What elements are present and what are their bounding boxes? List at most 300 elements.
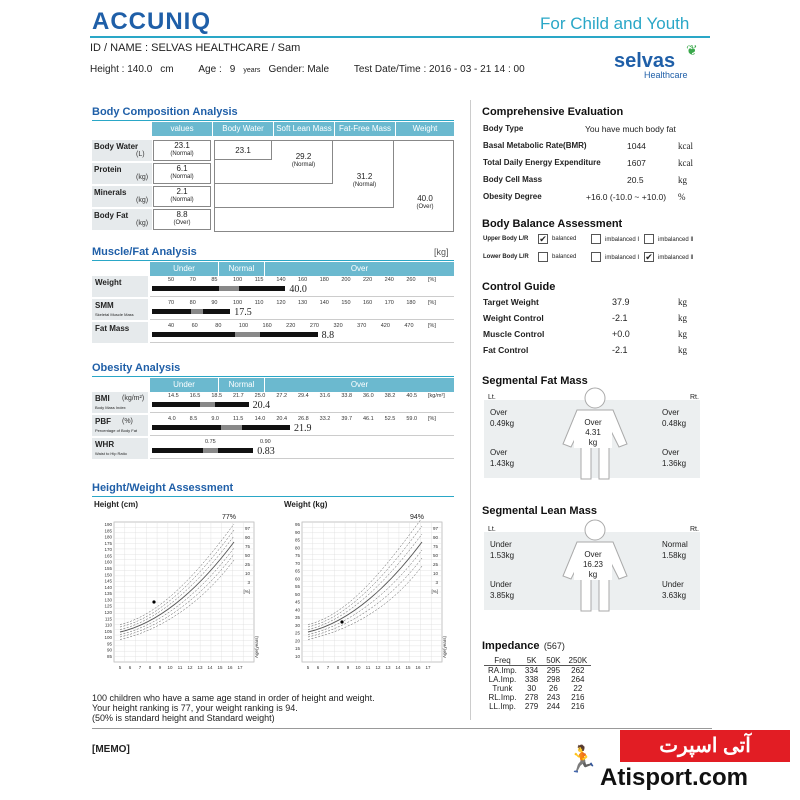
percentile-value: 94%: [409, 514, 424, 521]
seg-fat-lt: Lt.: [488, 394, 496, 401]
scale-tick: 180: [406, 300, 416, 306]
measurement-dot: [340, 620, 343, 623]
hw-note-2: Your height ranking is 77, your weight ranking is 94.: [92, 703, 298, 713]
y-tick: 120: [104, 610, 112, 615]
body-comp-table: [92, 120, 454, 230]
bc-value: 23.1: [174, 141, 190, 150]
imp-cell: Trunk: [492, 684, 513, 693]
bc-row-label: Protein: [94, 165, 122, 174]
hw-notes: [92, 693, 375, 723]
imp-cell: 22: [573, 684, 583, 693]
bc-row-unit: (L): [136, 151, 145, 158]
percentile-label: [%]: [243, 589, 250, 594]
seg-fat-left-leg: [490, 447, 514, 469]
seg-fat-tr-status: Over: [584, 418, 602, 427]
bar-row-sub: Percentage of Body Fat: [95, 428, 138, 433]
balance-label: Lower Body L/R: [483, 254, 529, 260]
brand-logo: ACCUNIQ: [92, 8, 211, 35]
table-row: [484, 684, 591, 693]
scale-tick: 39.7: [341, 416, 353, 422]
seg-lean-la-value: 1.53kg: [490, 551, 515, 560]
imp-cell: LL.Imp.: [489, 702, 516, 711]
imp-cell: 338: [524, 675, 539, 684]
y-tick: 185: [104, 528, 112, 534]
imp-cell: LA.Imp.: [488, 675, 517, 684]
gender: Gender: Male: [268, 64, 330, 75]
scale-tick: 170: [384, 300, 394, 306]
subtitle: For Child and Youth: [540, 14, 690, 33]
scale-tick: 470: [404, 323, 414, 329]
x-tick: 8: [336, 665, 340, 670]
bar-row-label: SMM: [95, 301, 114, 310]
y-tick: 125: [104, 603, 112, 609]
bc-value: 2.1: [176, 187, 188, 196]
divider: [470, 100, 471, 720]
seg-fat-la-value: 0.49kg: [490, 419, 515, 428]
scale-tick: 27.2: [276, 393, 288, 399]
cg-value: +0.0: [612, 329, 630, 339]
seg-lean-tr-unit: kg: [588, 570, 598, 579]
weight-box: [214, 140, 454, 232]
percentile-label: 10: [244, 571, 250, 576]
memo-label: [MEMO]: [92, 744, 130, 755]
x-tick: 14: [395, 665, 401, 670]
y-tick: 110: [104, 622, 112, 628]
scale-tick: 90: [211, 300, 218, 306]
percentile-label: 75: [244, 544, 250, 549]
x-tick: 8: [148, 665, 152, 670]
scale-tick: 85: [211, 277, 218, 283]
y-tick: 75: [294, 553, 300, 559]
bc-status: (Normal): [170, 151, 194, 157]
zone-normal: Normal: [219, 262, 264, 276]
seg-fat-trunk: [574, 418, 612, 448]
hw-note-1: 100 children who have a same age stand in order of height and weight.: [92, 693, 375, 703]
soft-lean-value: 29.2: [295, 152, 312, 161]
balance-checkbox[interactable]: [591, 234, 601, 244]
scale-tick: 420: [380, 323, 390, 329]
muscle-fat-unit: [kg]: [434, 247, 449, 257]
bc-status: (Over): [173, 220, 191, 226]
seg-fat-rt: Rt.: [690, 394, 699, 401]
control-title: Control Guide: [482, 281, 556, 293]
imp-cell: 26: [548, 684, 558, 693]
bar-fill-shade: [191, 309, 203, 314]
scale-tick: 160: [363, 300, 373, 306]
bar-fill-shade: [235, 332, 260, 337]
height-label: Height : 140.0: [90, 64, 153, 75]
scale-tick: 140: [319, 300, 329, 306]
imp-cell: 298: [546, 675, 561, 684]
scale-tick: 370: [357, 323, 367, 329]
scale-tick: 100: [233, 300, 243, 306]
divider: [92, 728, 712, 729]
bar-value: 21.9: [294, 423, 312, 434]
scale-tick: 16.5: [189, 393, 201, 399]
ce-label: Total Daily Energy Expenditure: [483, 158, 601, 167]
percentile-label: 3: [435, 580, 438, 585]
bc-row-label: Minerals: [94, 188, 127, 197]
balance-checkbox[interactable]: ✔: [539, 234, 547, 244]
percentile-label: 90: [432, 535, 438, 540]
scale-tick: 0.75: [205, 439, 216, 445]
scale-tick: 80: [215, 323, 222, 329]
x-tick: 13: [385, 665, 391, 670]
scale-tick: 29.4: [298, 393, 309, 399]
scale-tick: 4.0: [168, 416, 176, 422]
imp-cell: 30: [527, 684, 537, 693]
bar-fill-shade: [200, 402, 214, 407]
y-tick: 15: [294, 646, 300, 652]
x-tick: 11: [365, 665, 371, 670]
y-tick: 155: [104, 566, 112, 571]
watermark-en: Atisport.com: [600, 764, 749, 791]
bar-row-sub: Skeletal Muscle Mass: [95, 312, 134, 317]
ce-value: 20.5: [627, 175, 644, 185]
y-tick: 85: [106, 654, 112, 659]
bar-value: 8.8: [321, 330, 335, 341]
seg-lean-left-arm: [490, 539, 514, 561]
scale-tick: 26.8: [298, 416, 309, 422]
percentile-value: 77%: [221, 514, 236, 521]
divider: [150, 342, 454, 343]
seg-fat-la-status: Over: [490, 408, 508, 417]
scale-tick: 70: [189, 277, 196, 283]
age-axis-label: Age(years): [442, 635, 447, 658]
seg-fat-ra-status: Over: [662, 408, 680, 417]
ce-unit: %: [678, 192, 686, 202]
scale-tick: 180: [319, 277, 329, 283]
seg-fat-right-leg: [662, 447, 686, 469]
fat-free-status: (Normal): [352, 182, 377, 188]
y-tick: 60: [294, 576, 300, 582]
balance-option: imbalanced Ⅱ: [658, 255, 694, 261]
scale-tick: 20.4: [276, 416, 288, 422]
imp-cell: 216: [571, 693, 585, 702]
scale-tick: 130: [298, 300, 308, 306]
y-tick: 190: [104, 522, 112, 527]
impedance-table: [484, 656, 591, 711]
divider: [150, 458, 454, 459]
scale-tick: 220: [363, 277, 373, 283]
x-tick: 9: [346, 665, 350, 670]
balance-option: balanced: [552, 236, 577, 242]
seg-lean-title: Segmental Lean Mass: [482, 505, 597, 517]
zone-over: Over: [265, 262, 454, 276]
imp-cell: 243: [546, 693, 561, 702]
watermark-fa: آتی اسپرت: [620, 730, 790, 762]
scale-tick: 40.5: [406, 393, 418, 399]
cg-unit: kg: [678, 297, 687, 307]
seg-lean-trunk: [574, 550, 612, 580]
scale-tick: [%]: [428, 300, 436, 306]
ce-value: +16.0 (-10.0 ~ +10.0): [586, 192, 667, 202]
divider: [92, 496, 454, 497]
ce-unit: kg: [678, 175, 687, 185]
leaf-icon: ❦: [686, 42, 698, 58]
table-row: [484, 702, 591, 711]
impedance-count: (567): [543, 641, 565, 651]
hdr-weight: Weight: [396, 122, 454, 136]
x-tick: 12: [187, 665, 193, 670]
impedance-heading: [482, 636, 565, 654]
seg-lean-lt: Lt.: [488, 526, 496, 533]
y-tick: 45: [294, 599, 300, 605]
percentile-label: 25: [244, 562, 250, 567]
seg-lean-ra-value: 1.58kg: [662, 551, 687, 560]
y-tick: 95: [106, 641, 112, 647]
ce-unit: kcal: [678, 141, 693, 151]
id-line: ID / NAME : SELVAS HEALTHCARE / Sam: [90, 42, 301, 54]
x-tick: 11: [177, 665, 183, 670]
scale-tick: 33.8: [341, 393, 353, 399]
bar-fill-shade: [221, 425, 242, 430]
age-unit: years: [243, 67, 261, 74]
balance-checkbox[interactable]: [644, 234, 654, 244]
hdr-soft-lean: Soft Lean Mass: [274, 122, 334, 136]
percentile-label: 3: [247, 580, 250, 585]
seg-fat-left-arm: [490, 407, 514, 429]
imp-cell: 264: [571, 675, 585, 684]
scale-tick: 150: [341, 300, 351, 306]
x-tick: 7: [326, 665, 330, 670]
imp-cell: 278: [524, 693, 539, 702]
x-tick: 17: [237, 665, 243, 670]
seg-fat-tr-value: 4.31: [585, 428, 601, 437]
seg-fat-right-arm: [662, 407, 686, 429]
balance-title: Body Balance Assessment: [482, 218, 623, 230]
y-tick: 30: [294, 622, 300, 628]
bc-row-unit: (kg): [136, 174, 149, 181]
seg-lean-ll-value: 3.85kg: [490, 591, 515, 600]
scale-tick: 38.2: [384, 393, 396, 399]
scale-tick: [kg/m²]: [428, 393, 445, 399]
table-row: [484, 693, 591, 702]
weight-value: 40.0: [417, 194, 433, 203]
bar-value: 0.83: [257, 446, 275, 457]
x-tick: 12: [375, 665, 381, 670]
scale-tick: 46.1: [363, 416, 374, 422]
cg-label: Fat Control: [483, 345, 529, 355]
height-chart-label: Height (cm): [94, 500, 138, 509]
percentile-label: 50: [432, 553, 438, 558]
cg-label: Muscle Control: [483, 329, 545, 339]
body-water-box: 23.1: [214, 140, 272, 160]
seg-fat-rl-status: Over: [662, 448, 680, 457]
divider: [92, 120, 454, 121]
bar-row-label: PBF: [95, 417, 111, 426]
imp-cell: 216: [571, 702, 585, 711]
scale-tick: 70: [168, 300, 175, 306]
scale-tick: 320: [333, 323, 343, 329]
y-tick: 180: [104, 534, 112, 540]
seg-fat-tr-unit: kg: [588, 438, 598, 447]
scale-tick: [%]: [428, 323, 436, 329]
scale-tick: 140: [276, 277, 286, 283]
scale-tick: 59.0: [406, 416, 418, 422]
percentile-label: 75: [432, 544, 438, 549]
ce-value: 1044: [627, 141, 646, 151]
seg-lean-right-arm: [662, 539, 688, 561]
y-tick: 170: [104, 547, 112, 553]
x-tick: 16: [415, 665, 421, 670]
weight-status: (Over): [416, 204, 434, 210]
y-tick: 160: [104, 559, 112, 565]
y-tick: 115: [104, 616, 112, 622]
scale-tick: [%]: [428, 416, 436, 422]
y-tick: 90: [106, 647, 112, 653]
soft-lean-status: (Normal): [291, 162, 316, 168]
age-value: 9: [229, 64, 236, 75]
y-tick: 105: [104, 628, 112, 634]
balance-option: imbalanced Ⅱ: [658, 237, 694, 243]
ce-unit: kcal: [678, 158, 693, 168]
hw-title: Height/Weight Assessment: [92, 482, 234, 494]
y-tick: 50: [294, 591, 300, 597]
x-tick: 15: [405, 665, 411, 670]
scale-tick: 160: [298, 277, 308, 283]
x-tick: 17: [425, 665, 431, 670]
bar-row-label: Weight: [95, 278, 122, 287]
seg-fat-ll-value: 1.43kg: [490, 459, 515, 468]
ob-zone-normal: Normal: [219, 378, 264, 392]
balance-checkbox[interactable]: ✔: [645, 252, 653, 262]
seg-lean-ra-status: Normal: [662, 540, 688, 549]
divider: [150, 412, 454, 413]
bar-row-unit: (kg/m²): [122, 395, 145, 402]
bar-value: 20.4: [252, 400, 271, 411]
y-tick: 95: [294, 522, 300, 527]
scale-tick: 240: [384, 277, 394, 283]
scale-tick: 25.0: [254, 393, 266, 399]
weight-chart: [280, 508, 460, 688]
scale-tick: 270: [309, 323, 319, 329]
balance-checkbox[interactable]: [538, 252, 548, 262]
scale-tick: 260: [406, 277, 416, 283]
scale-tick: 36.0: [363, 393, 374, 399]
y-tick: 140: [104, 584, 112, 590]
cg-label: Weight Control: [483, 313, 544, 323]
seg-fat-rl-value: 1.36kg: [662, 459, 687, 468]
imp-header: Freq: [484, 656, 521, 666]
company-logo: selvas: [614, 50, 676, 72]
scale-tick: [%]: [428, 277, 436, 283]
bar-row-sub: Body Mass Index: [95, 405, 126, 410]
y-tick: 85: [294, 537, 300, 543]
bc-value: 8.8: [176, 210, 188, 219]
scale-tick: 14.0: [254, 416, 266, 422]
percentile-label: 10: [432, 571, 438, 576]
impedance-title: Impedance: [482, 640, 540, 652]
scale-tick: 9.0: [211, 416, 219, 422]
y-tick: 165: [104, 553, 112, 559]
hdr-values: values: [152, 122, 212, 136]
imp-cell: RA.Imp.: [488, 666, 517, 675]
hdr-body-water: Body Water: [213, 122, 273, 136]
y-tick: 20: [294, 638, 300, 644]
obesity-title: Obesity Analysis: [92, 362, 181, 374]
cg-unit: kg: [678, 345, 687, 355]
seg-fat-title: Segmental Fat Mass: [482, 375, 588, 387]
percentile-label: [%]: [431, 589, 438, 594]
x-tick: 16: [227, 665, 233, 670]
balance-checkbox[interactable]: [591, 252, 601, 262]
scale-tick: 100: [233, 277, 243, 283]
cg-value: -2.1: [612, 313, 628, 323]
scale-tick: 110: [254, 300, 264, 306]
percentile-label: 25: [432, 562, 438, 567]
divider: [150, 296, 454, 297]
x-tick: 13: [197, 665, 203, 670]
bar-row-label: Fat Mass: [95, 324, 130, 333]
bar-value: 40.0: [289, 284, 307, 295]
divider: [150, 319, 454, 320]
divider: [92, 376, 454, 377]
seg-lean-ll-status: Under: [490, 580, 512, 589]
y-tick: 100: [104, 635, 112, 641]
imp-header: 50K: [542, 656, 564, 666]
imp-cell: 244: [546, 702, 561, 711]
imp-cell: 279: [524, 702, 539, 711]
ob-zone-under: Under: [150, 378, 218, 392]
ce-value: You have much body fat: [585, 124, 676, 134]
height-unit: cm: [160, 64, 174, 75]
ce-label: Body Cell Mass: [483, 175, 543, 184]
seg-lean-rl-value: 3.63kg: [662, 591, 687, 600]
bar-row-label: BMI: [95, 394, 110, 403]
y-tick: 80: [294, 545, 300, 551]
scale-tick: 52.5: [384, 416, 396, 422]
cg-value: 37.9: [612, 297, 630, 307]
y-tick: 25: [294, 630, 300, 636]
bc-row-unit: (kg): [136, 197, 149, 204]
bc-row-unit: (kg): [136, 220, 149, 227]
table-row: [484, 666, 591, 676]
balance-option: imbalanced Ⅰ: [605, 237, 640, 243]
bar-value: 17.5: [234, 307, 252, 318]
x-tick: 15: [217, 665, 223, 670]
body-comp-title: Body Composition Analysis: [92, 106, 238, 118]
hdr-fat-free: Fat-Free Mass: [335, 122, 395, 136]
bc-value: 6.1: [176, 164, 188, 173]
scale-tick: 0.90: [260, 439, 271, 445]
runner-icon: 🏃: [566, 744, 599, 774]
y-tick: 145: [104, 578, 112, 584]
scale-tick: 115: [254, 277, 264, 283]
seg-lean-tr-value: 16.23: [582, 560, 604, 569]
y-tick: 40: [294, 607, 300, 613]
percentile-label: 97: [432, 526, 438, 531]
x-tick: 5: [306, 665, 310, 670]
y-tick: 135: [104, 591, 112, 597]
scale-tick: 11.5: [233, 416, 244, 422]
seg-lean-rl-status: Under: [662, 580, 684, 589]
zone-under: Under: [150, 262, 218, 276]
balance-label: Upper Body L/R: [483, 236, 529, 242]
y-tick: 55: [294, 584, 300, 590]
cg-value: -2.1: [612, 345, 628, 355]
imp-cell: 295: [546, 666, 561, 675]
divider: [150, 435, 454, 436]
scale-tick: 120: [276, 300, 286, 306]
age-label: Age :: [198, 64, 222, 75]
fat-free-value: 31.2: [356, 172, 373, 181]
bc-row-label: Body Fat: [94, 211, 129, 220]
scale-tick: 21.7: [233, 393, 244, 399]
info-line: [90, 64, 533, 75]
x-tick: 5: [118, 665, 122, 670]
ce-label: Basal Metabolic Rate(BMR): [483, 141, 587, 150]
